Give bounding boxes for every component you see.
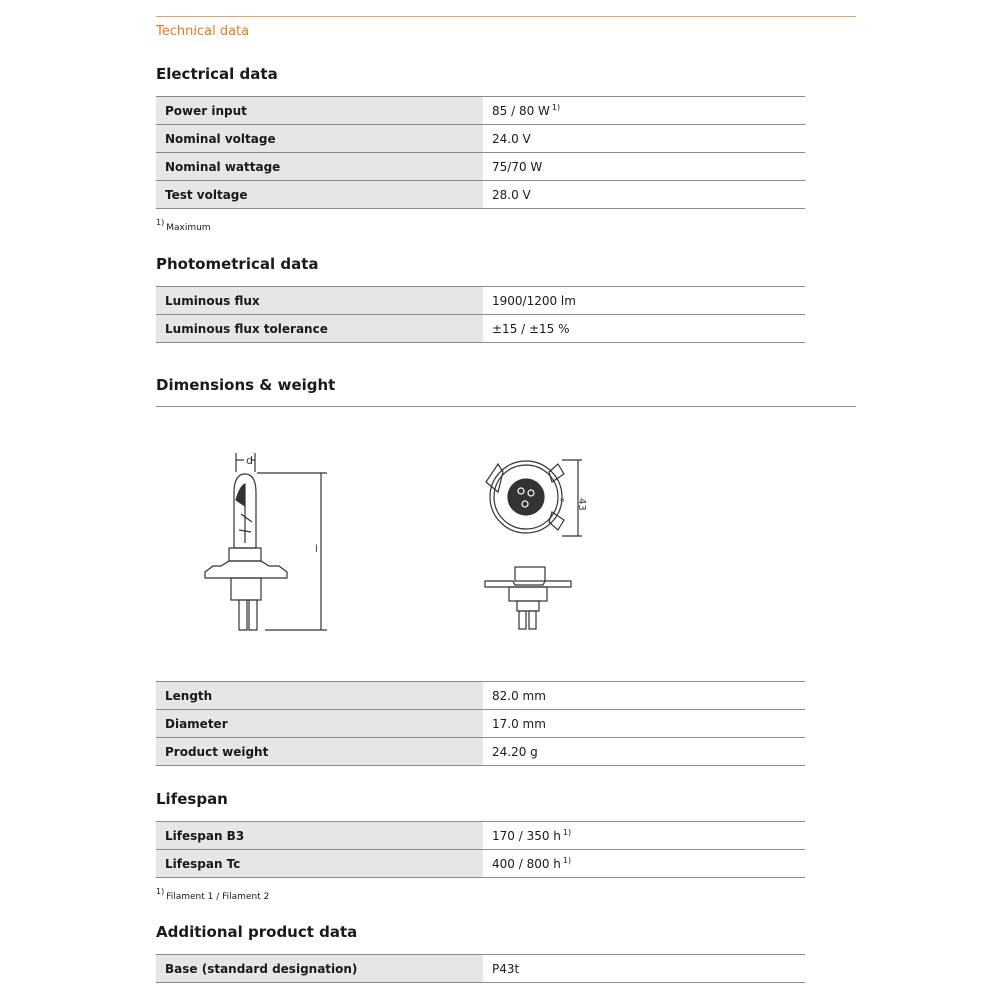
row-value: P43t xyxy=(483,955,805,983)
row-label: Power input xyxy=(156,97,483,125)
dimensions-heading: Dimensions & weight xyxy=(156,376,336,394)
dimensions-divider xyxy=(156,406,856,407)
d-dimension-label: d xyxy=(246,454,253,467)
row-label: Nominal voltage xyxy=(156,125,483,153)
footnote-ref: 1) xyxy=(551,103,561,112)
row-label: Product weight xyxy=(156,738,483,766)
table-row xyxy=(156,710,805,738)
row-value: 28.0 V xyxy=(483,181,805,209)
table-row xyxy=(156,738,805,766)
l-dimension-label: l xyxy=(315,544,318,555)
table-row xyxy=(156,850,805,878)
additional-table xyxy=(156,954,805,983)
row-label: Lifespan Tc xyxy=(156,850,483,878)
table-row xyxy=(156,125,805,153)
row-value: ±15 / ±15 % xyxy=(483,315,805,343)
row-label: Luminous flux xyxy=(156,287,483,315)
top-divider xyxy=(156,16,856,17)
lifespan-heading: Lifespan xyxy=(156,790,228,808)
svg-text:α: α xyxy=(559,498,566,502)
table-row xyxy=(156,181,805,209)
bulb-side-view-drawing xyxy=(195,448,335,638)
table-row xyxy=(156,153,805,181)
photometrical-heading: Photometrical data xyxy=(156,255,319,273)
bulb-front-view-drawing xyxy=(478,452,593,547)
bulb-profile-drawing xyxy=(483,563,573,633)
table-row xyxy=(156,97,805,125)
row-value: 85 / 80 W $^{1)}$ xyxy=(483,97,805,125)
footnote-ref: 1) xyxy=(562,828,572,837)
table-row xyxy=(156,682,805,710)
row-label: Test voltage xyxy=(156,181,483,209)
row-label: Diameter xyxy=(156,710,483,738)
row-label: Length xyxy=(156,682,483,710)
row-label: Nominal wattage xyxy=(156,153,483,181)
dimensions-table xyxy=(156,681,805,766)
row-label: Luminous flux tolerance xyxy=(156,315,483,343)
photometrical-table xyxy=(156,286,805,343)
electrical-table xyxy=(156,96,805,209)
table-row xyxy=(156,822,805,850)
table-row xyxy=(156,955,805,983)
row-value: 400 / 800 h $^{1)}$ xyxy=(483,850,805,878)
row-value: 75/70 W xyxy=(483,153,805,181)
row-label: Base (standard designation) xyxy=(156,955,483,983)
table-row xyxy=(156,287,805,315)
row-value: 170 / 350 h $^{1)}$ xyxy=(483,822,805,850)
row-label: Lifespan B3 xyxy=(156,822,483,850)
electrical-footnote: $^{1)}$Maximum xyxy=(156,218,211,233)
row-value: 17.0 mm xyxy=(483,710,805,738)
row-value: 24.20 g xyxy=(483,738,805,766)
page-title: Technical data xyxy=(156,24,250,39)
footnote-ref: 1) xyxy=(562,856,572,865)
table-row xyxy=(156,315,805,343)
row-value: 82.0 mm xyxy=(483,682,805,710)
row-value: 24.0 V xyxy=(483,125,805,153)
lifespan-footnote: $^{1)}$Filament 1 / Filament 2 xyxy=(156,887,270,902)
dim-43-label: 43 xyxy=(576,498,587,511)
electrical-heading: Electrical data xyxy=(156,65,278,83)
row-value: 1900/1200 lm xyxy=(483,287,805,315)
lifespan-table xyxy=(156,821,805,878)
additional-heading: Additional product data xyxy=(156,923,358,941)
